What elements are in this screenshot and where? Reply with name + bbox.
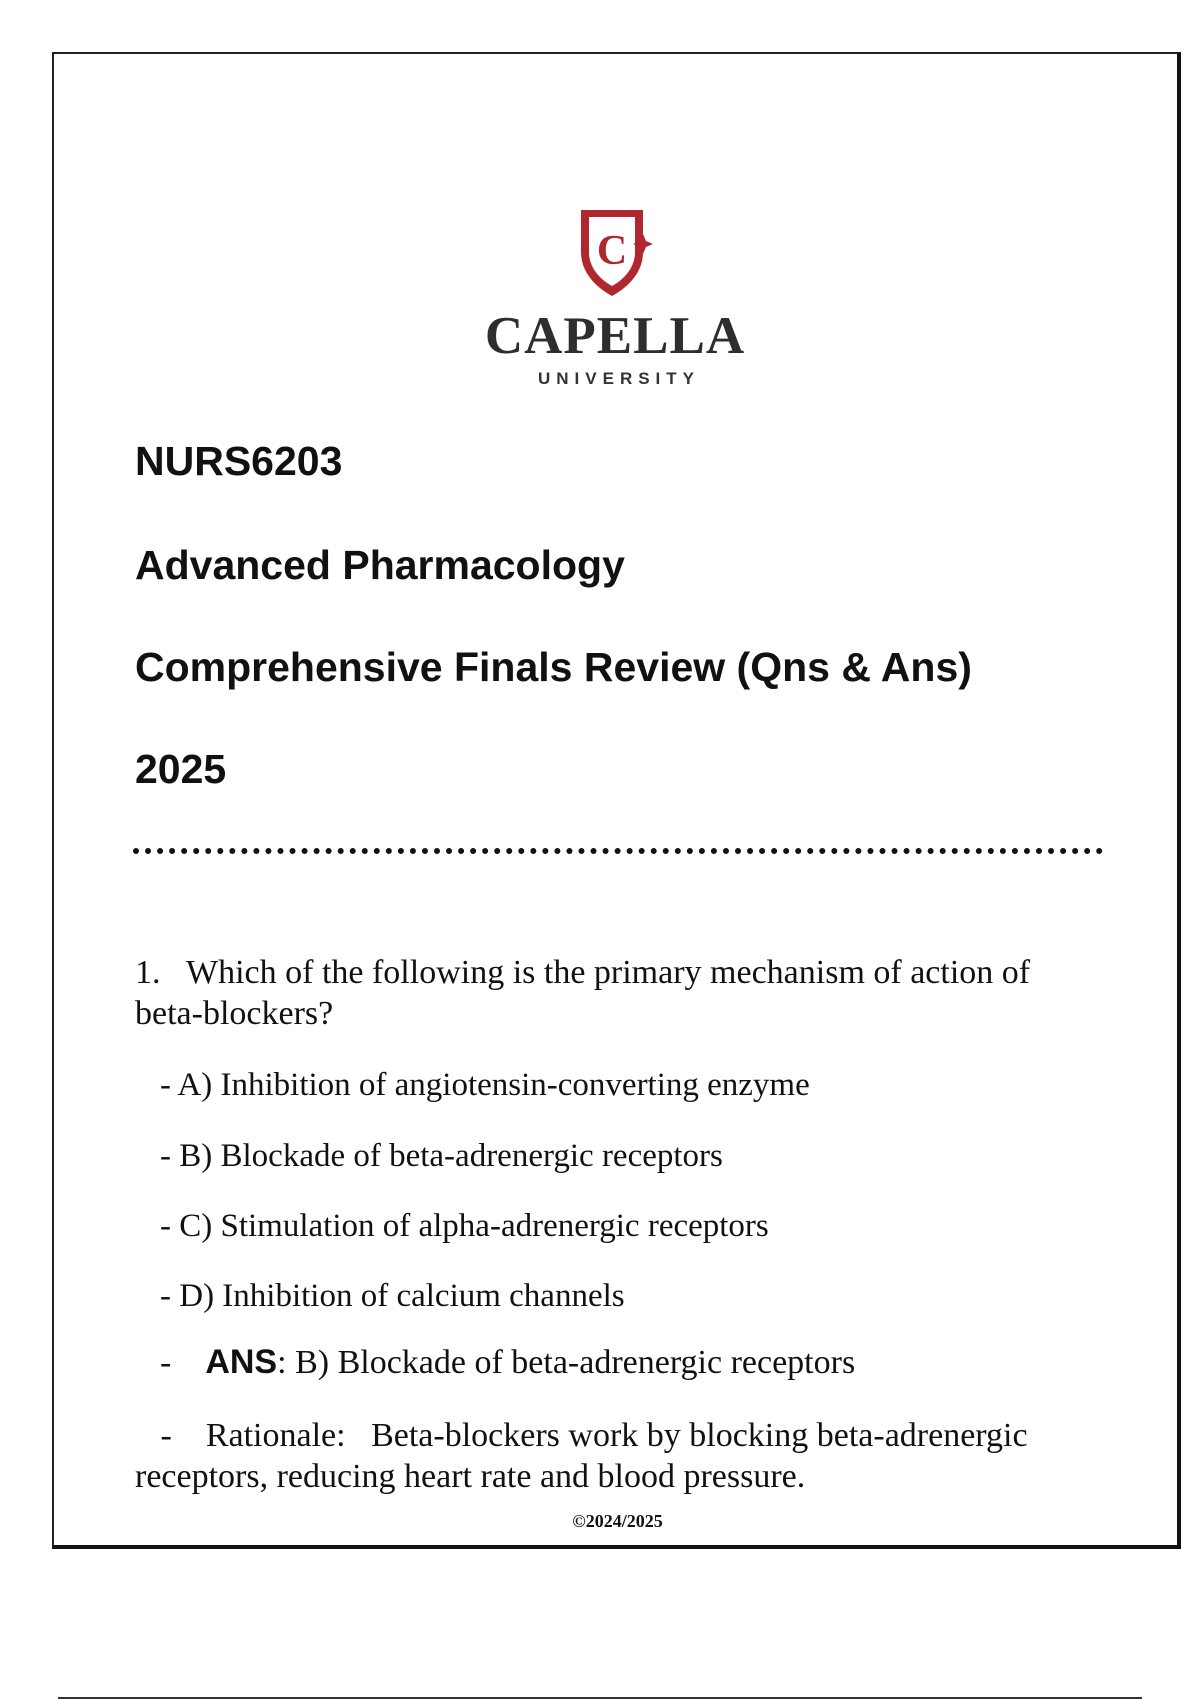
logo-name: CAPELLA bbox=[484, 307, 746, 365]
logo-letter: C bbox=[596, 228, 628, 274]
rationale-dash: - bbox=[160, 1417, 172, 1454]
answer-dash: - bbox=[160, 1344, 172, 1381]
logo-subtitle: UNIVERSITY bbox=[537, 369, 701, 388]
answer-label: ANS bbox=[205, 1343, 278, 1381]
answer-text: : B) Blockade of beta-adrenergic receptors bbox=[277, 1344, 856, 1381]
rationale bbox=[135, 1415, 1095, 1497]
capella-shield-icon bbox=[573, 204, 657, 300]
answer-line bbox=[160, 1345, 855, 1380]
option-b: - B) Blockade of beta-adrenergic receptors bbox=[160, 1138, 723, 1174]
option-a: - A) Inhibition of angiotensin-converting enzyme bbox=[160, 1067, 810, 1103]
option-c: - C) Stimulation of alpha-adrenergic receptors bbox=[160, 1208, 769, 1244]
rationale-text: Beta-blockers work by blocking beta-adrenergic receptors, reducing heart rate and blood pressure. bbox=[135, 1417, 1028, 1495]
copyright: ©2024/2025 bbox=[572, 1511, 663, 1531]
university-logo bbox=[480, 204, 750, 394]
bottom-divider bbox=[58, 1697, 1142, 1699]
dotted-divider bbox=[133, 848, 1103, 854]
rationale-label: Rationale: bbox=[205, 1417, 346, 1454]
document-year: 2025 bbox=[135, 746, 227, 792]
course-code: NURS6203 bbox=[135, 438, 343, 484]
question-text bbox=[135, 952, 1105, 1034]
course-title: Advanced Pharmacology bbox=[135, 542, 625, 588]
question-number: 1. bbox=[135, 954, 161, 991]
option-d: - D) Inhibition of calcium channels bbox=[160, 1278, 625, 1314]
document-title: Comprehensive Finals Review (Qns & Ans) bbox=[135, 644, 972, 690]
question-body: Which of the following is the primary mechanism of action of beta-blockers? bbox=[135, 954, 1031, 1032]
